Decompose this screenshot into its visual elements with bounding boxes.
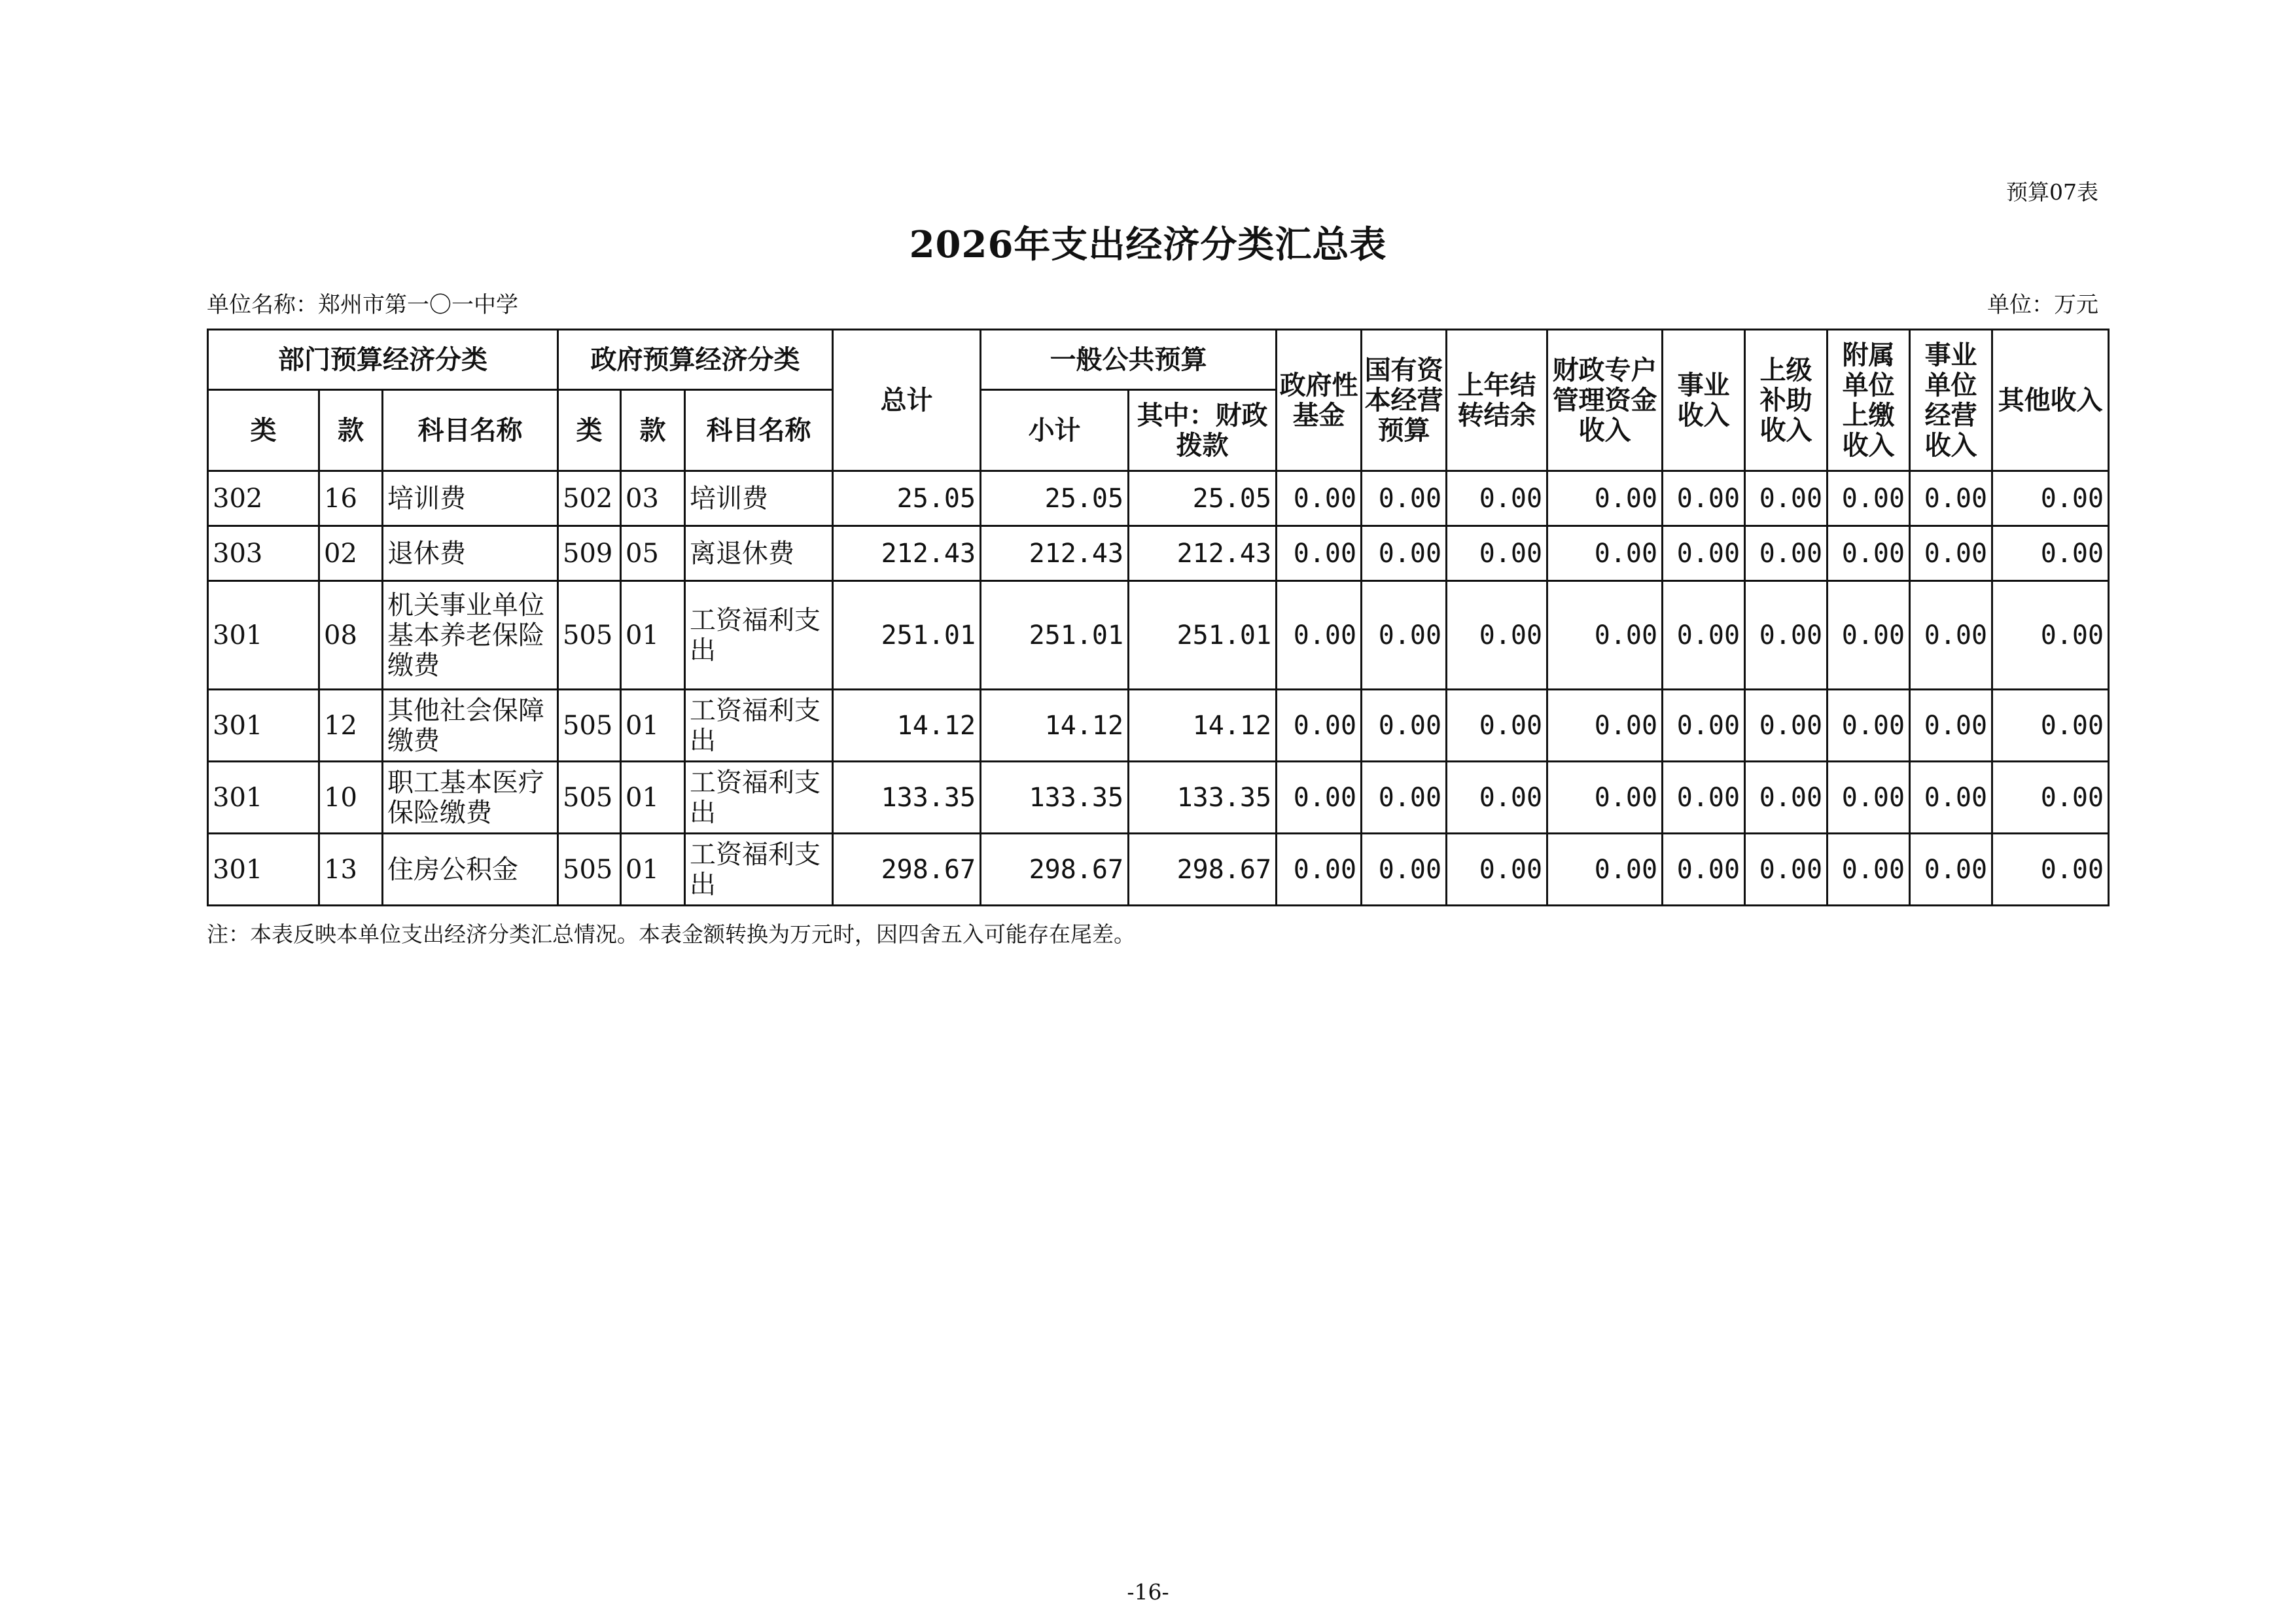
gov-kuan-cell: 03 bbox=[621, 471, 685, 526]
prior-balance-cell: 0.00 bbox=[1447, 834, 1547, 906]
superior-subsidy-cell: 0.00 bbox=[1745, 690, 1828, 762]
gov-lei-cell: 505 bbox=[558, 581, 621, 690]
dept-kuan-cell: 16 bbox=[319, 471, 383, 526]
expenditure-table bbox=[207, 329, 2110, 906]
other-income-cell: 0.00 bbox=[1992, 526, 2109, 581]
affiliated-income-cell: 0.00 bbox=[1828, 471, 1910, 526]
subtotal-cell: 14.12 bbox=[981, 690, 1129, 762]
operating-income-cell: 0.00 bbox=[1910, 471, 1992, 526]
affiliated-income-cell: 0.00 bbox=[1828, 526, 1910, 581]
prior-balance-cell: 0.00 bbox=[1447, 526, 1547, 581]
dept-kuan-cell: 12 bbox=[319, 690, 383, 762]
table-note: 注：本表反映本单位支出经济分类汇总情况。本表金额转换为万元时，因四舍五入可能存在尾差。 bbox=[207, 921, 1135, 947]
subtotal-cell: 251.01 bbox=[981, 581, 1129, 690]
operating-income-cell: 0.00 bbox=[1910, 834, 1992, 906]
business-income-cell: 0.00 bbox=[1663, 690, 1745, 762]
special-account-cell: 0.00 bbox=[1547, 762, 1663, 834]
gov-fund-cell: 0.00 bbox=[1277, 526, 1362, 581]
gov-lei-cell: 505 bbox=[558, 690, 621, 762]
superior-subsidy-cell: 0.00 bbox=[1745, 762, 1828, 834]
other-income-cell: 0.00 bbox=[1992, 762, 2109, 834]
header-general-budget: 一般公共预算 bbox=[981, 330, 1277, 390]
page-number: -16- bbox=[1127, 1579, 1169, 1605]
subtotal-cell: 25.05 bbox=[981, 471, 1129, 526]
state-capital-cell: 0.00 bbox=[1362, 526, 1447, 581]
gov-subject-name-cell: 工资福利支出 bbox=[685, 762, 833, 834]
special-account-cell: 0.00 bbox=[1547, 690, 1663, 762]
header-prior-balance: 上年结转结余 bbox=[1447, 330, 1547, 471]
operating-income-cell: 0.00 bbox=[1910, 581, 1992, 690]
fiscal-allocation-cell: 212.43 bbox=[1129, 526, 1277, 581]
affiliated-income-cell: 0.00 bbox=[1828, 581, 1910, 690]
table-row bbox=[208, 581, 2109, 690]
total-cell: 212.43 bbox=[833, 526, 981, 581]
page-title: 2026年支出经济分类汇总表 bbox=[909, 223, 1387, 266]
gov-lei-cell: 505 bbox=[558, 834, 621, 906]
header-affiliated-income: 附属单位上缴收入 bbox=[1828, 330, 1910, 471]
table-row bbox=[208, 471, 2109, 526]
gov-kuan-cell: 01 bbox=[621, 581, 685, 690]
dept-lei-cell: 301 bbox=[208, 762, 319, 834]
gov-kuan-cell: 01 bbox=[621, 762, 685, 834]
header-total: 总计 bbox=[833, 330, 981, 471]
form-number: 预算07表 bbox=[2006, 179, 2098, 205]
gov-kuan-cell: 05 bbox=[621, 526, 685, 581]
gov-kuan-cell: 01 bbox=[621, 690, 685, 762]
header-superior-subsidy: 上级补助收入 bbox=[1745, 330, 1828, 471]
dept-kuan-cell: 13 bbox=[319, 834, 383, 906]
prior-balance-cell: 0.00 bbox=[1447, 581, 1547, 690]
dept-subject-name-cell: 职工基本医疗保险缴费 bbox=[383, 762, 558, 834]
gov-lei-cell: 509 bbox=[558, 526, 621, 581]
gov-subject-name-cell: 工资福利支出 bbox=[685, 834, 833, 906]
table-row bbox=[208, 690, 2109, 762]
gov-fund-cell: 0.00 bbox=[1277, 762, 1362, 834]
gov-subject-name-cell: 离退休费 bbox=[685, 526, 833, 581]
total-cell: 133.35 bbox=[833, 762, 981, 834]
currency-unit: 单位：万元 bbox=[1987, 292, 2098, 318]
gov-kuan-cell: 01 bbox=[621, 834, 685, 906]
dept-lei-cell: 301 bbox=[208, 834, 319, 906]
other-income-cell: 0.00 bbox=[1992, 581, 2109, 690]
dept-lei-cell: 301 bbox=[208, 690, 319, 762]
dept-subject-name-cell: 培训费 bbox=[383, 471, 558, 526]
other-income-cell: 0.00 bbox=[1992, 690, 2109, 762]
fiscal-allocation-cell: 25.05 bbox=[1129, 471, 1277, 526]
dept-lei-cell: 301 bbox=[208, 581, 319, 690]
operating-income-cell: 0.00 bbox=[1910, 690, 1992, 762]
gov-fund-cell: 0.00 bbox=[1277, 581, 1362, 690]
header-dept-subject-name: 科目名称 bbox=[383, 390, 558, 471]
dept-subject-name-cell: 其他社会保障缴费 bbox=[383, 690, 558, 762]
table-row bbox=[208, 762, 2109, 834]
business-income-cell: 0.00 bbox=[1663, 834, 1745, 906]
table-body bbox=[208, 471, 2109, 906]
prior-balance-cell: 0.00 bbox=[1447, 762, 1547, 834]
affiliated-income-cell: 0.00 bbox=[1828, 834, 1910, 906]
header-fiscal-allocation: 其中：财政拨款 bbox=[1129, 390, 1277, 471]
superior-subsidy-cell: 0.00 bbox=[1745, 471, 1828, 526]
header-dept-lei: 类 bbox=[208, 390, 319, 471]
header-gov-kuan: 款 bbox=[621, 390, 685, 471]
business-income-cell: 0.00 bbox=[1663, 762, 1745, 834]
total-cell: 298.67 bbox=[833, 834, 981, 906]
dept-lei-cell: 302 bbox=[208, 471, 319, 526]
gov-subject-name-cell: 工资福利支出 bbox=[685, 581, 833, 690]
superior-subsidy-cell: 0.00 bbox=[1745, 581, 1828, 690]
state-capital-cell: 0.00 bbox=[1362, 834, 1447, 906]
operating-income-cell: 0.00 bbox=[1910, 526, 1992, 581]
header-business-income: 事业收入 bbox=[1663, 330, 1745, 471]
affiliated-income-cell: 0.00 bbox=[1828, 690, 1910, 762]
superior-subsidy-cell: 0.00 bbox=[1745, 834, 1828, 906]
special-account-cell: 0.00 bbox=[1547, 581, 1663, 690]
dept-kuan-cell: 10 bbox=[319, 762, 383, 834]
gov-lei-cell: 505 bbox=[558, 762, 621, 834]
header-gov-subject-name: 科目名称 bbox=[685, 390, 833, 471]
subtotal-cell: 212.43 bbox=[981, 526, 1129, 581]
special-account-cell: 0.00 bbox=[1547, 526, 1663, 581]
gov-fund-cell: 0.00 bbox=[1277, 471, 1362, 526]
header-gov-lei: 类 bbox=[558, 390, 621, 471]
dept-subject-name-cell: 住房公积金 bbox=[383, 834, 558, 906]
header-special-account: 财政专户管理资金收入 bbox=[1547, 330, 1663, 471]
business-income-cell: 0.00 bbox=[1663, 581, 1745, 690]
other-income-cell: 0.00 bbox=[1992, 834, 2109, 906]
header-other-income: 其他收入 bbox=[1992, 330, 2109, 471]
total-cell: 14.12 bbox=[833, 690, 981, 762]
dept-kuan-cell: 08 bbox=[319, 581, 383, 690]
gov-subject-name-cell: 培训费 bbox=[685, 471, 833, 526]
prior-balance-cell: 0.00 bbox=[1447, 690, 1547, 762]
subtotal-cell: 298.67 bbox=[981, 834, 1129, 906]
table-row bbox=[208, 526, 2109, 581]
special-account-cell: 0.00 bbox=[1547, 834, 1663, 906]
state-capital-cell: 0.00 bbox=[1362, 690, 1447, 762]
affiliated-income-cell: 0.00 bbox=[1828, 762, 1910, 834]
operating-income-cell: 0.00 bbox=[1910, 762, 1992, 834]
gov-lei-cell: 502 bbox=[558, 471, 621, 526]
unit-name: 单位名称：郑州市第一〇一中学 bbox=[207, 292, 518, 318]
state-capital-cell: 0.00 bbox=[1362, 762, 1447, 834]
state-capital-cell: 0.00 bbox=[1362, 471, 1447, 526]
header-subtotal: 小计 bbox=[981, 390, 1129, 471]
total-cell: 251.01 bbox=[833, 581, 981, 690]
subtotal-cell: 133.35 bbox=[981, 762, 1129, 834]
gov-subject-name-cell: 工资福利支出 bbox=[685, 690, 833, 762]
business-income-cell: 0.00 bbox=[1663, 471, 1745, 526]
gov-fund-cell: 0.00 bbox=[1277, 690, 1362, 762]
table-row bbox=[208, 834, 2109, 906]
fiscal-allocation-cell: 298.67 bbox=[1129, 834, 1277, 906]
fiscal-allocation-cell: 251.01 bbox=[1129, 581, 1277, 690]
gov-fund-cell: 0.00 bbox=[1277, 834, 1362, 906]
header-state-capital: 国有资本经营预算 bbox=[1362, 330, 1447, 471]
state-capital-cell: 0.00 bbox=[1362, 581, 1447, 690]
header-gov-fund: 政府性基金 bbox=[1277, 330, 1362, 471]
header-gov-group: 政府预算经济分类 bbox=[558, 330, 833, 390]
dept-lei-cell: 303 bbox=[208, 526, 319, 581]
fiscal-allocation-cell: 14.12 bbox=[1129, 690, 1277, 762]
superior-subsidy-cell: 0.00 bbox=[1745, 526, 1828, 581]
fiscal-allocation-cell: 133.35 bbox=[1129, 762, 1277, 834]
business-income-cell: 0.00 bbox=[1663, 526, 1745, 581]
special-account-cell: 0.00 bbox=[1547, 471, 1663, 526]
dept-kuan-cell: 02 bbox=[319, 526, 383, 581]
prior-balance-cell: 0.00 bbox=[1447, 471, 1547, 526]
header-dept-group: 部门预算经济分类 bbox=[208, 330, 558, 390]
dept-subject-name-cell: 退休费 bbox=[383, 526, 558, 581]
dept-subject-name-cell: 机关事业单位基本养老保险缴费 bbox=[383, 581, 558, 690]
other-income-cell: 0.00 bbox=[1992, 471, 2109, 526]
header-operating-income: 事业单位经营收入 bbox=[1910, 330, 1992, 471]
total-cell: 25.05 bbox=[833, 471, 981, 526]
header-dept-kuan: 款 bbox=[319, 390, 383, 471]
